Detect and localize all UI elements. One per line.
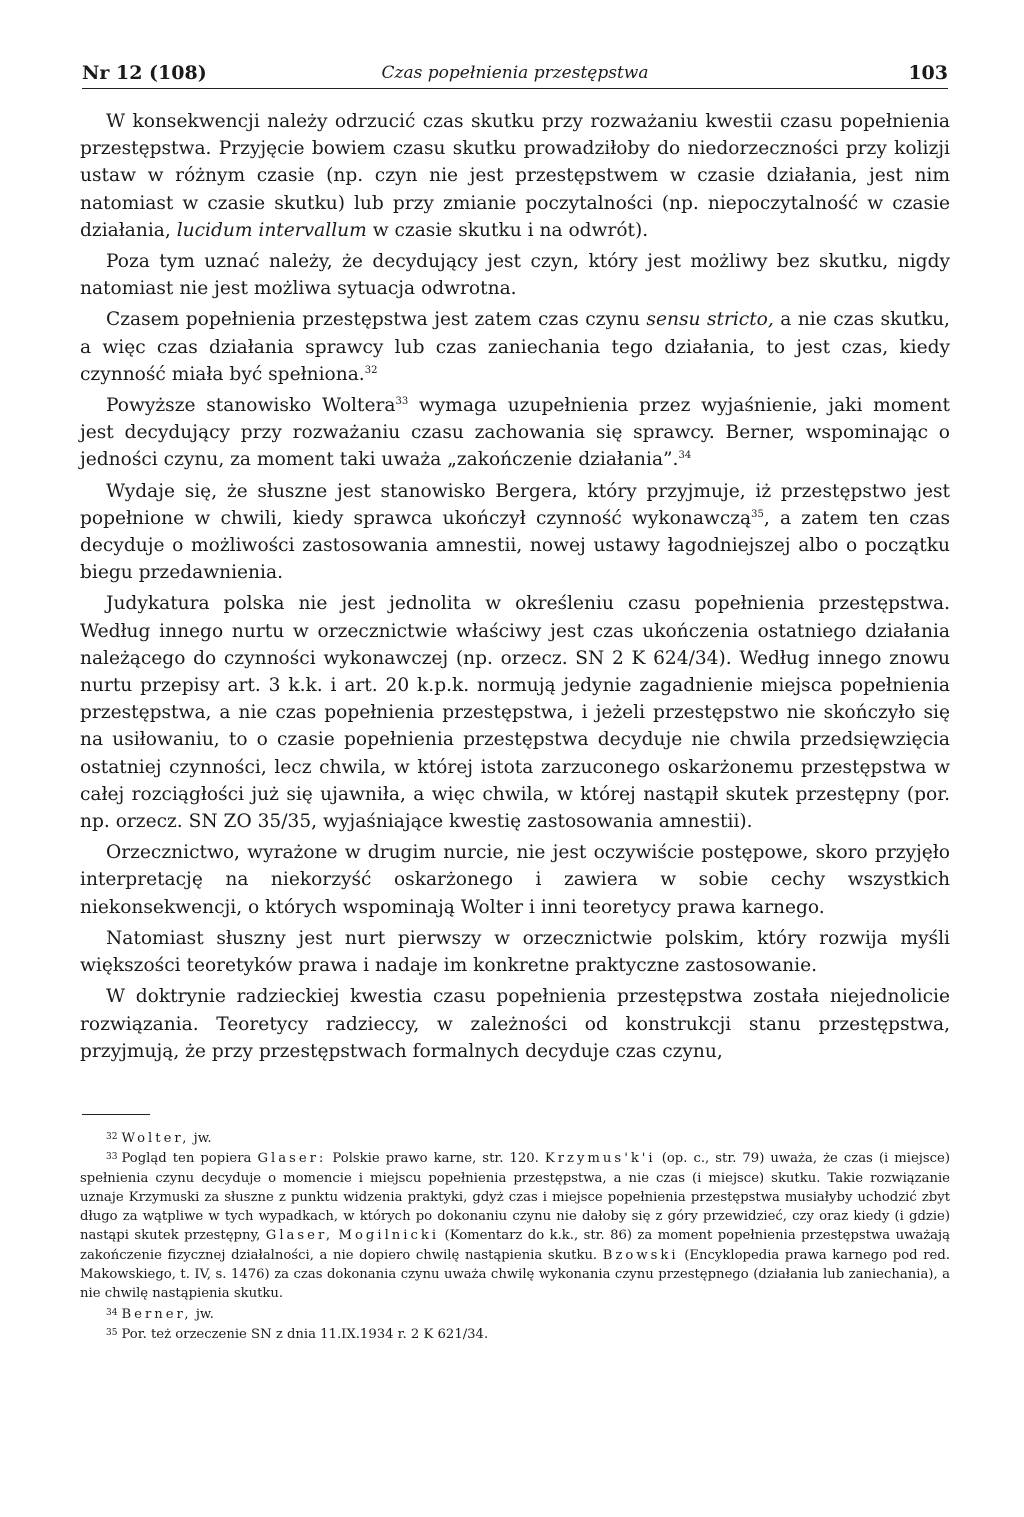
page-number: 103 xyxy=(908,62,948,84)
footnote-number: 35 xyxy=(106,1327,118,1338)
footnotes xyxy=(80,1128,950,1344)
paragraph-1: W konsekwencji należy odrzucić czas skutku przy rozważaniu kwestii czasu popełnienia przestępstwa. Przyjęcie bowiem czasu skutku prowadziłoby do niedorzeczności przy kolizji ustaw w różnym czasie (np. czyn nie jest przestępstwem w czasie działania, jest nim natomiast w czasie skutku) lub przy zmianie poczytalności (np. niepoczytalność w czasie działania, lucidum intervallum w czasie skutku i na odwrót). xyxy=(80,111,950,241)
main-text xyxy=(80,108,950,1069)
footnote-35: $^{35}$ Por. też orzeczenie SN z dnia 11.IX.1934 r. 2 K 621/34. xyxy=(106,1326,489,1342)
footnote-32: $^{32}$ Wolter, jw. xyxy=(106,1131,212,1146)
footnote-ref-34[interactable]: 34 xyxy=(678,450,692,462)
footnote-34: $^{34}$ Berner, jw. xyxy=(106,1306,214,1322)
running-title: Czas popełnienia przestępstwa xyxy=(381,63,649,83)
latin-term: sensu stricto, xyxy=(646,309,774,331)
paragraph-9: W doktrynie radzieckiej kwestia czasu popełnienia przestępstwa została niejednolicie rozwiązania. Teoretycy radzieccy, w zależności od konstrukcji stanu przestępstwa, przyjmują, że przy przestępstwach formalnych decyduje czas czynu, xyxy=(80,986,950,1062)
footnote-ref-33[interactable]: 33 xyxy=(395,396,409,408)
paragraph-2: Poza tym uznać należy, że decydujący jest czyn, który jest możliwy bez skutku, nigdy natomiast nie jest możliwa sytuacja odwrotna. xyxy=(80,251,950,300)
footnote-divider xyxy=(82,1114,150,1115)
footnote-ref-32[interactable]: 32 xyxy=(364,364,378,376)
footnote-number: 34 xyxy=(106,1307,118,1318)
paragraph-3: Czasem popełnienia przestępstwa jest zatem czas czynu sensu stricto, a nie czas skutku, a więc czas działania sprawcy lub czas zaniechania tego działania, to jest czas, kiedy czynność miała być spełniona.$^{32}$ xyxy=(80,309,950,385)
paragraph-6: Judykatura polska nie jest jednolita w określeniu czasu popełnienia przestępstwa. Według innego nurtu w orzecznictwie właściwy jest czas ukończenia ostatniego działania należącego do czynności wykonawczej (np. orzecz. SN 2 K 624/34). Według innego znowu nurtu przepisy art. 3 k.k. i art. 20 k.p.k. normują jedynie zagadnienie miejsca popełnienia przestępstwa, a nie czas popełnienia przestępstwa, i jeżeli przestępstwo nie skończyło się na usiłowaniu, to o czasie popełnienia przestępstwa decyduje nie chwila przedsięwzięcia ostatniej czynności, lecz chwila, w której istota zarzuconego oskarżonemu przestępstwa w całej rozciągłości już się ujawniła, a więc chwila, w której nastąpił skutek przestępny (por. np. orzecz. SN ZO 35/35, wyjaśniające kwestię zastosowania amnestii). xyxy=(80,593,950,833)
running-header xyxy=(82,60,948,89)
issue-number: Nr 12 (108) xyxy=(82,62,207,84)
footnote-number: 33 xyxy=(106,1152,118,1163)
paragraph-4: Powyższe stanowisko Woltera$^{33}$ wymaga uzupełnienia przez wyjaśnienie, jaki moment jest decydujący przy rozważaniu czasu zachowania się sprawcy. Berner, wspominając o jedności czynu, za moment taki uważa „zakończenie działania”.$^{34}$ xyxy=(80,395,950,471)
footnote-number: 32 xyxy=(106,1132,118,1142)
paragraph-7: Orzecznictwo, wyrażone w drugim nurcie, nie jest oczywiście postępowe, skoro przyjęło interpretację na niekorzyść oskarżonego i zawiera w sobie cechy wszystkich niekonsekwencji, o których wspominają Wolter i inni teoretycy prawa karnego. xyxy=(80,842,950,918)
paragraph-5: Wydaje się, że słuszne jest stanowisko Bergera, który przyjmuje, iż przestępstwo jest popełnione w chwili, kiedy sprawca ukończył czynność wykonawczą$^{35}$, a zatem ten czas decyduje o możliwości zastosowania amnestii, nowej ustawy łagodniejszej albo o początku biegu przedawnienia. xyxy=(80,480,950,584)
footnote-ref-35[interactable]: 35 xyxy=(751,508,764,520)
latin-term: lucidum intervallum xyxy=(176,219,367,241)
footnote-33: $^{33}$ Pogląd ten popiera Glaser: Polskie prawo karne, str. 120. Krzymus'k'i (op. c., str. 79) uważa, że czas (i miejsce) spełnienia czynu decyduje o momencie i miejscu popełnienia przestępstwa, a nie czas (i miejsce) skutku. Takie rozwiązanie uznaje Krzymuski za słuszne z punktu widzenia praktyki, gdyż czas i miejsce popełnienia przestępstwa musiałyby uchodzić zbyt długo za wątpliwe w tych wypadkach, w których po dokonaniu czynu nie dałoby się z góry przewidzieć, czy oraz kiedy (i gdzie) nastąpi skutek przestępny, Glaser, Mogilnicki (Komentarz do k.k., str. 86) za moment popełnienia przestępstwa uważają zakończenie fizycznej działalności, a nie dopiero chwilę nastąpienia skutku. Bzowski (Encyklopedia prawa karnego pod red. Makowskiego, t. IV, s. 1476) za czas dokonania czynu uważa chwilę wykonania czynu przestępnego (działania lub zaniechania), a nie chwilę nastąpienia skutku. xyxy=(80,1151,950,1302)
paragraph-8: Natomiast słuszny jest nurt pierwszy w orzecznictwie polskim, który rozwija myśli większości teoretyków prawa i nadaje im konkretne praktyczne zastosowanie. xyxy=(80,927,950,977)
